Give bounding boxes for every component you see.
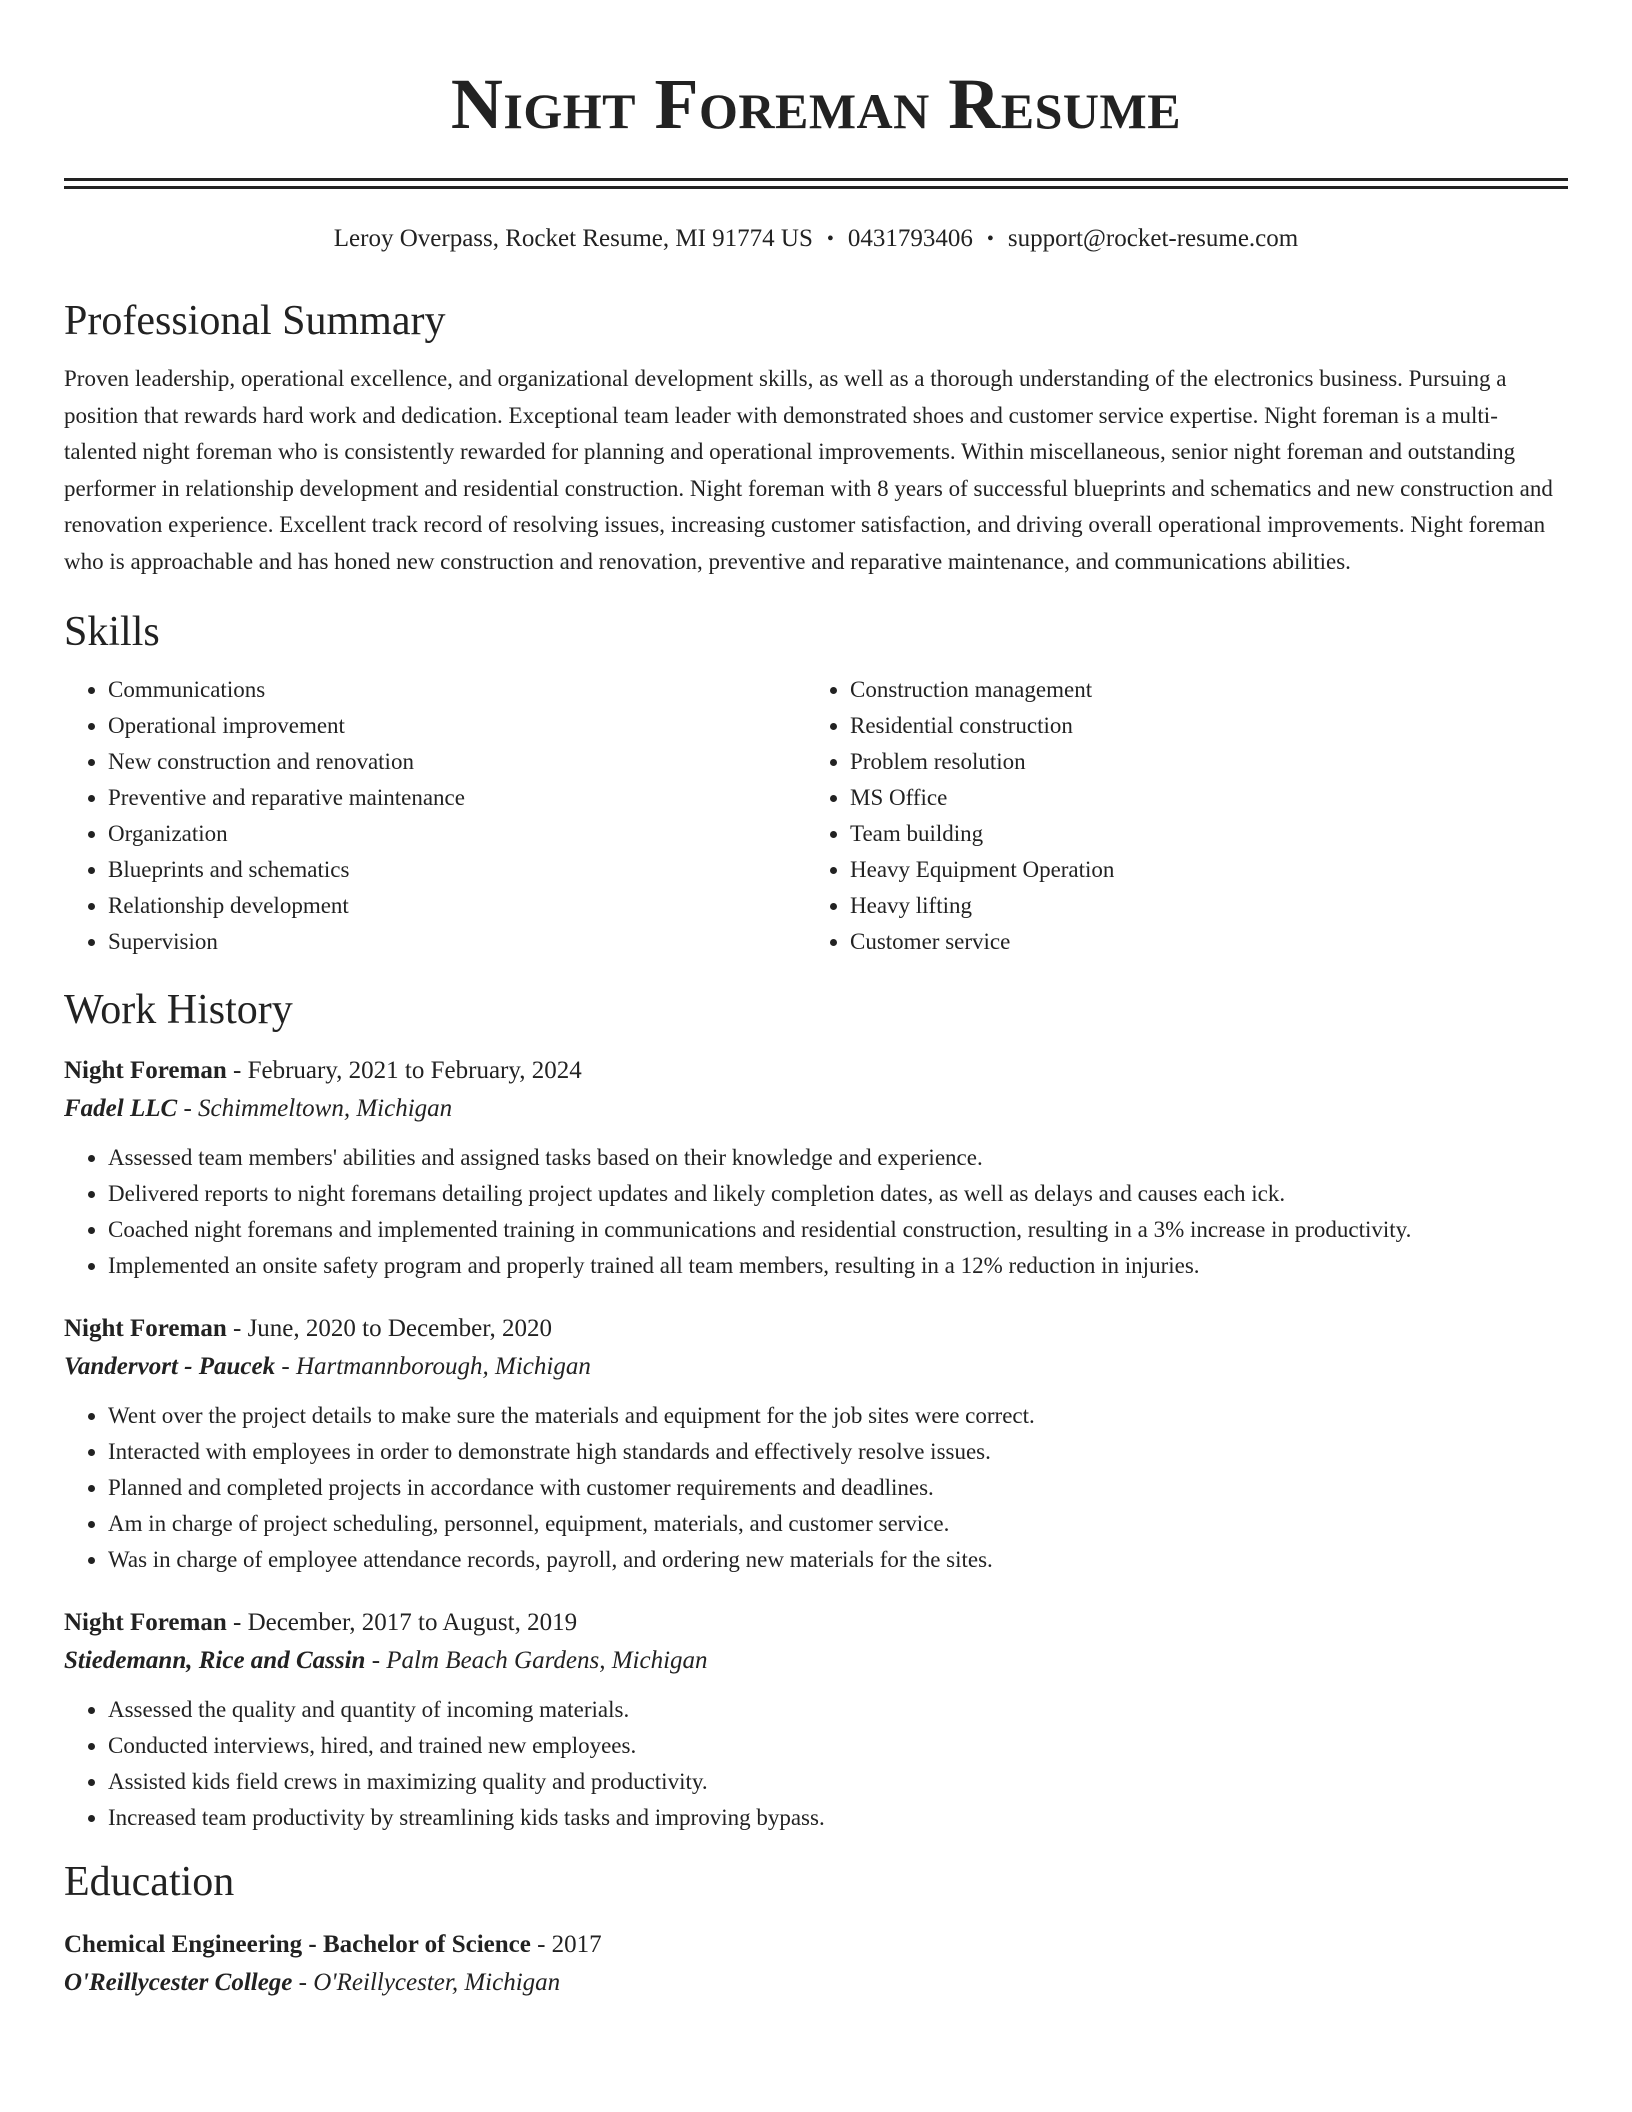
contact-separator: • (826, 228, 834, 250)
job-header: Night Foreman - December, 2017 to August, 2019 (64, 1609, 578, 1636)
skill-item: • Heavy Equipment Operation (850, 852, 1548, 888)
skill-item: • Problem resolution (850, 744, 1548, 780)
education-year: 2017 (551, 1931, 602, 1958)
section-education (64, 1856, 1568, 2002)
job-bullets (64, 1398, 1568, 1578)
job-bullet: • Coached night foremans and implemented training in communications and residential construction, resulting in a 3% increase in productivity. (108, 1212, 1568, 1248)
job-bullet: • Planned and completed projects in accordance with customer requirements and deadlines. (108, 1470, 1568, 1506)
skill-item: • Communications (108, 672, 806, 708)
job-bullet: • Interacted with employees in order to demonstrate high standards and effectively resolve issues. (108, 1434, 1568, 1470)
education-header: Chemical Engineering - Bachelor of Science - 2017 (64, 1931, 602, 1958)
contact-separator: • (986, 228, 994, 250)
section-professional-summary (64, 295, 1568, 580)
job-dates: December, 2017 to August, 2019 (247, 1609, 578, 1636)
job-bullets (64, 1140, 1568, 1284)
job-bullet: • Am in charge of project scheduling, personnel, equipment, materials, and customer service. (108, 1506, 1568, 1542)
skill-item: • MS Office (850, 780, 1548, 816)
section-heading-summary: Professional Summary (64, 298, 446, 344)
skill-item: • Residential construction (850, 708, 1548, 744)
job-employer-line: Fadel LLC - Schimmeltown, Michigan (64, 1095, 453, 1122)
job-title: Night Foreman (64, 1609, 227, 1636)
education-school: O'Reillycester College (64, 1969, 293, 1996)
job-bullet: • Assessed team members' abilities and assigned tasks based on their knowledge and experience. (108, 1140, 1568, 1176)
job-location: Palm Beach Gardens, Michigan (386, 1647, 708, 1674)
skill-item: • Heavy lifting (850, 888, 1548, 924)
skill-item: • Organization (108, 816, 806, 852)
contact-address: Leroy Overpass, Rocket Resume, MI 91774 US (333, 225, 813, 252)
skill-item: • Customer service (850, 924, 1548, 960)
skill-item: • Operational improvement (108, 708, 806, 744)
job-location: Hartmannborough, Michigan (295, 1353, 591, 1380)
skill-item: • Blueprints and schematics (108, 852, 806, 888)
job-dates: June, 2020 to December, 2020 (247, 1315, 553, 1342)
job-bullet: • Was in charge of employee attendance records, payroll, and ordering new materials for the sites. (108, 1542, 1568, 1578)
job-dates: February, 2021 to February, 2024 (247, 1057, 582, 1084)
summary-text: Proven leadership, operational excellence, and organizational development skills, as well as a thorough understanding of the electronics business. Pursuing a position that rewards hard work and dedication. Exceptional team leader with demonstrated shoes and customer service expertise. Night foreman is a multi-talented night foreman who is consistently rewarded for planning and operational improvements. Within miscellaneous, senior night foreman and outstanding performer in relationship development and residential construction. Night foreman with 8 years of successful blueprints and schematics and new construction and renovation experience. Excellent track record of resolving issues, increasing customer satisfaction, and driving overall operational improvements. Night foreman who is approachable and has honed new construction and renovation, preventive and reparative maintenance, and communications abilities. (64, 366, 1553, 574)
contact-email: support@rocket-resume.com (1007, 225, 1299, 252)
job-bullet: • Delivered reports to night foremans detailing project updates and likely completion dates, as well as delays and causes each ick. (108, 1176, 1568, 1212)
skill-item: • Relationship development (108, 888, 806, 924)
job-company: Stiedemann, Rice and Cassin (64, 1647, 366, 1674)
job-bullet: • Increased team productivity by streamlining kids tasks and improving bypass. (108, 1800, 1568, 1836)
education-degree: Chemical Engineering - Bachelor of Science (64, 1931, 531, 1958)
section-skills (64, 606, 1568, 960)
section-heading-education: Education (64, 1859, 235, 1905)
job-title: Night Foreman (64, 1057, 227, 1084)
job-bullet: • Assessed the quality and quantity of incoming materials. (108, 1692, 1568, 1728)
section-heading-work-history: Work History (64, 987, 293, 1033)
education-entry (64, 1926, 1568, 2002)
job-header: Night Foreman - February, 2021 to February, 2024 (64, 1057, 582, 1084)
skill-item: • Supervision (108, 924, 806, 960)
job-company: Vandervort - Paucek (64, 1353, 276, 1380)
job-bullets (64, 1692, 1568, 1836)
skills-columns (64, 672, 1568, 960)
job-title: Night Foreman (64, 1315, 227, 1342)
education-school-line: O'Reillycester College - O'Reillycester, Michigan (64, 1969, 561, 1996)
job-bullet: • Assisted kids field crews in maximizing quality and productivity. (108, 1764, 1568, 1800)
job-employer-line: Vandervort - Paucek - Hartmannborough, Michigan (64, 1353, 591, 1380)
job-bullet: • Implemented an onsite safety program and properly trained all team members, resulting in a 12% reduction in injuries. (108, 1248, 1568, 1284)
job-entry (64, 1052, 1568, 1284)
job-entry (64, 1604, 1568, 1836)
skills-list-right (806, 672, 1548, 960)
section-work-history (64, 984, 1568, 1836)
skill-item: • Preventive and reparative maintenance (108, 780, 806, 816)
job-company: Fadel LLC (64, 1095, 178, 1122)
job-bullet: • Went over the project details to make sure the materials and equipment for the job sites were correct. (108, 1398, 1568, 1434)
contact-line (64, 223, 1568, 255)
resume-title: Night Foreman Resume (450, 64, 1182, 144)
skill-item: • New construction and renovation (108, 744, 806, 780)
job-bullet: • Conducted interviews, hired, and trained new employees. (108, 1728, 1568, 1764)
skill-item: • Construction management (850, 672, 1548, 708)
education-location: O'Reillycester, Michigan (313, 1969, 561, 1996)
title-double-rule (64, 178, 1568, 189)
job-location: Schimmeltown, Michigan (198, 1095, 453, 1122)
section-heading-skills: Skills (64, 609, 160, 655)
skill-item: • Team building (850, 816, 1548, 852)
contact-phone: 0431793406 (847, 225, 973, 252)
job-header: Night Foreman - June, 2020 to December, 2020 (64, 1315, 553, 1342)
skills-list-left (64, 672, 806, 960)
job-entry (64, 1310, 1568, 1578)
job-employer-line: Stiedemann, Rice and Cassin - Palm Beach Gardens, Michigan (64, 1647, 708, 1674)
